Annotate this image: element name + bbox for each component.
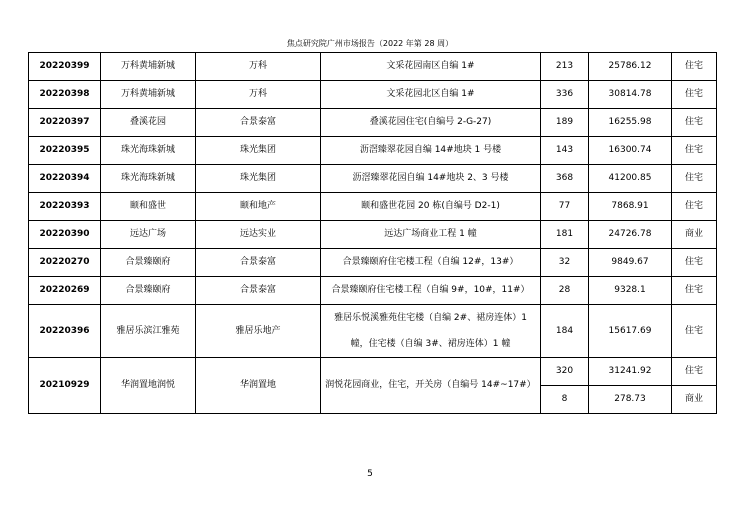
area: 9328.1 [589,277,672,305]
building: 叠溪花园住宅(自编号 2-G-27) [321,109,541,137]
developer: 颐和地产 [196,193,321,221]
project-name: 珠光海珠新城 [101,165,196,193]
use-type: 住宅 [672,193,717,221]
building-line: 雅居乐悦溪雅苑住宅楼（自编 2#、裙房连体）1 [334,313,527,323]
units: 143 [541,137,589,165]
building: 文采花园北区自编 1# [321,81,541,109]
project-name: 颐和盛世 [101,193,196,221]
use-type: 商业 [672,221,717,249]
permit-id: 20220396 [29,305,101,358]
table-row [29,137,717,165]
table-row [29,305,717,358]
permit-id: 20220399 [29,53,101,81]
permit-id: 20220270 [29,249,101,277]
use-type: 住宅 [672,137,717,165]
project-name: 华润置地润悦 [101,358,196,414]
use-type: 住宅 [672,53,717,81]
developer: 合景泰富 [196,277,321,305]
developer: 雅居乐地产 [196,305,321,358]
building: 文采花园南区自编 1# [321,53,541,81]
building: 合景臻颐府住宅楼工程（自编 12#，13#） [321,249,541,277]
project-name: 万科黄埔新城 [101,53,196,81]
table-row [29,193,717,221]
developer: 珠光集团 [196,137,321,165]
building-line: 幢，住宅楼（自编 3#、裙房连体）1 幢 [350,339,511,349]
table-row [29,53,717,81]
page-number: 5 [367,469,373,479]
units: 8 [541,386,589,414]
area: 9849.67 [589,249,672,277]
area: 30814.78 [589,81,672,109]
permit-id: 20220397 [29,109,101,137]
developer: 万科 [196,53,321,81]
permit-id: 20210929 [29,358,101,414]
use-type: 住宅 [672,305,717,358]
project-name: 叠溪花园 [101,109,196,137]
permit-id: 20220269 [29,277,101,305]
area: 278.73 [589,386,672,414]
use-type: 住宅 [672,109,717,137]
table-row [29,277,717,305]
permit-id: 20220395 [29,137,101,165]
area: 16300.74 [589,137,672,165]
units: 320 [541,358,589,386]
building [321,305,541,358]
project-name: 合景臻颐府 [101,277,196,305]
area: 7868.91 [589,193,672,221]
project-name: 珠光海珠新城 [101,137,196,165]
units: 28 [541,277,589,305]
area: 15617.69 [589,305,672,358]
units: 77 [541,193,589,221]
developer: 万科 [196,81,321,109]
pre-sale-permit-table [28,52,717,414]
permit-id: 20220390 [29,221,101,249]
area: 41200.85 [589,165,672,193]
table-row [29,358,717,386]
use-type: 住宅 [672,81,717,109]
developer: 华润置地 [196,358,321,414]
table-row [29,81,717,109]
developer: 合景泰富 [196,249,321,277]
permit-id: 20220394 [29,165,101,193]
area: 31241.92 [589,358,672,386]
units: 336 [541,81,589,109]
units: 184 [541,305,589,358]
use-type: 住宅 [672,277,717,305]
project-name: 万科黄埔新城 [101,81,196,109]
area: 16255.98 [589,109,672,137]
building: 沥滘臻翠花园自编 14#地块 2、3 号楼 [321,165,541,193]
use-type: 住宅 [672,358,717,386]
units: 181 [541,221,589,249]
developer: 远达实业 [196,221,321,249]
area: 24726.78 [589,221,672,249]
table-row [29,109,717,137]
units: 368 [541,165,589,193]
table-row [29,221,717,249]
project-name: 雅居乐滨江雅苑 [101,305,196,358]
project-name: 远达广场 [101,221,196,249]
table-row [29,165,717,193]
developer: 合景泰富 [196,109,321,137]
use-type: 住宅 [672,165,717,193]
building: 沥滘臻翠花园自编 14#地块 1 号楼 [321,137,541,165]
permit-id: 20220393 [29,193,101,221]
building: 颐和盛世花园 20 栋(自编号 D2-1) [321,193,541,221]
building: 合景臻颐府住宅楼工程（自编 9#，10#，11#） [321,277,541,305]
building: 远达广场商业工程 1 幢 [321,221,541,249]
report-header: 焦点研究院广州市场报告（2022 年第 28 周） [286,39,454,48]
table-row [29,249,717,277]
building: 润悦花园商业，住宅，开关房（自编号 14#~17#） [321,358,541,414]
units: 213 [541,53,589,81]
units: 189 [541,109,589,137]
area: 25786.12 [589,53,672,81]
use-type: 住宅 [672,249,717,277]
units: 32 [541,249,589,277]
project-name: 合景臻颐府 [101,249,196,277]
developer: 珠光集团 [196,165,321,193]
use-type: 商业 [672,386,717,414]
permit-id: 20220398 [29,81,101,109]
